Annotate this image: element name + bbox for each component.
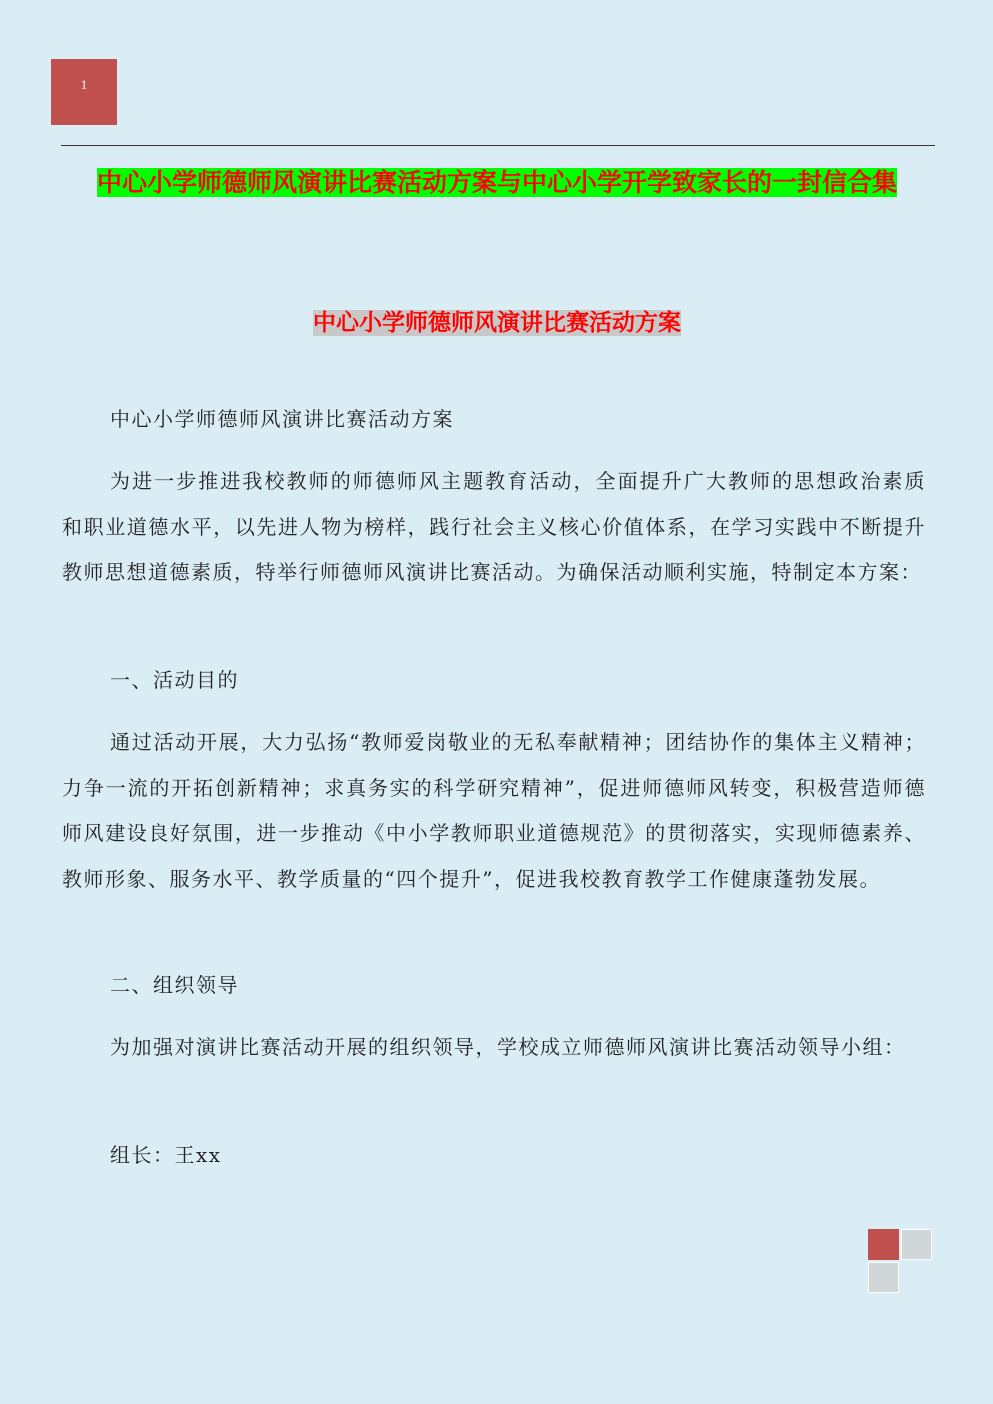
section-title-text: 中心小学师德师风演讲比赛活动方案 — [313, 310, 681, 336]
paragraph-section-2-heading: 二、组织领导 — [110, 973, 239, 997]
corner-decoration-gray — [868, 1262, 899, 1293]
corner-decoration-gray — [901, 1229, 932, 1260]
paragraph-intro: 为进一步推进我校教师的师德师风主题教育活动，全面提升广大教师的思想政治素质和职业道德水平，以先进人物为榜样，践行社会主义核心价值体系，在学习实践中不断提升教师思想道德素质，特举行师德师风演讲比赛活动。为确保活动顺利实施，特制定本方案： — [62, 469, 926, 584]
section-title — [60, 306, 934, 340]
document-title-text: 中心小学师德师风演讲比赛活动方案与中心小学开学致家长的一封信合集 — [96, 168, 897, 197]
document-title — [60, 165, 934, 201]
paragraph-section-1-heading: 一、活动目的 — [110, 668, 239, 692]
paragraph-group-leader: 组长：王xx — [110, 1143, 222, 1167]
paragraph-purpose: 通过活动开展，大力弘扬“教师爱岗敬业的无私奉献精神；团结协作的集体主义精神；力争一流的开拓创新精神；求真务实的科学研究精神”，促进师德师风转变，积极营造师德师风建设良好氛围，进一步推动《中小学教师职业道德规范》的贯彻落实，实现师德素养、教师形象、服务水平、教学质量的“四个提升”，促进我校教育教学工作健康蓬勃发展。 — [62, 730, 926, 891]
page-number-badge: 1 — [51, 59, 117, 125]
paragraph-heading: 中心小学师德师风演讲比赛活动方案 — [110, 407, 454, 431]
paragraph-leadership: 为加强对演讲比赛活动开展的组织领导，学校成立师德师风演讲比赛活动领导小组： — [110, 1035, 906, 1059]
corner-decoration-red — [868, 1229, 899, 1260]
header-divider — [61, 145, 935, 146]
